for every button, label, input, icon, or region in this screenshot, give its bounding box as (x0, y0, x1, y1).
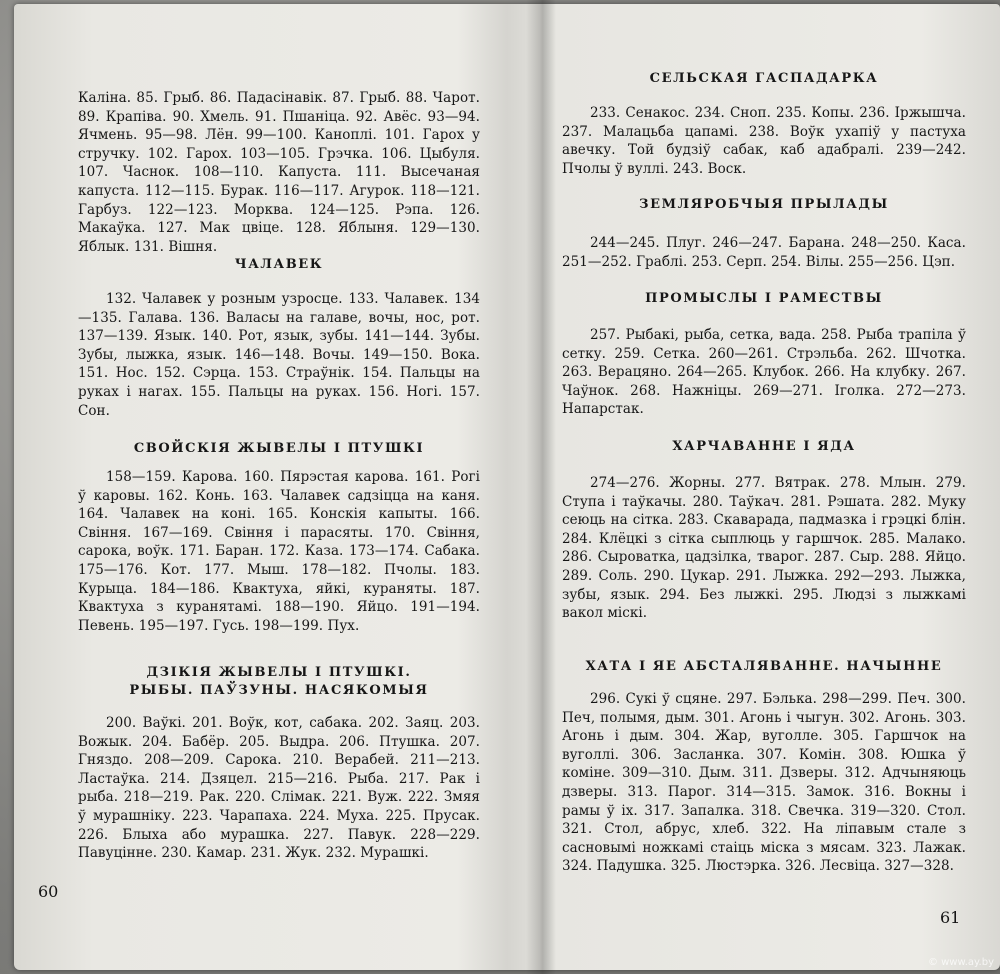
heading-harchavanne-i-yada: ХАРЧАВАННЕ І ЯДА (672, 439, 856, 454)
watermark: © www.ay.by (927, 957, 994, 968)
heading-chalavek: ЧАЛАВЕК (234, 257, 324, 272)
left-intro-paragraph: Каліна. 85. Грыб. 86. Падасінавік. 87. Грыб. 88. Чарот. 89. Крапіва. 90. Хмель. 91. Пшаніца. 92. Авёс. 93—94. Ячмень. 95—98. Лён. 99—100. Каноплі. 101. Гарох у стручку. 102. Гарох. 103—105. Грэчка. 106. Цыбуля. 107. Часнок. 108—110. Капуста. 111. Высечаная капуста. 112—115. Бурак. 116—117. Агурок. 118—121. Гарбуз. 122—123. Морква. 124—125. Рэпа. 126. Макаўка. 127. Мак цвіце. 128. Яблыня. 129—130. Яблык. 131. Вішня. (78, 90, 480, 255)
section-chalavek-text: 132. Чалавек у розным узросце. 133. Чалавек. 134—135. Галава. 136. Валасы на галаве, вочы, нос, рот. 137—139. Язык. 140. Рот, язык, зубы. 141—144. Зубы. Зубы, лыжка, язык. 146—148. Вочы. 149—150. Вока. 151. Нос. 152. Сэрца. 153. Страўнік. 154. Пальцы на руках і нагах. 155. Пальцы на руках. 156. Ногі. 157. Сон. (78, 291, 480, 419)
section-dzikiya-zhyvely-text: 200. Ваўкі. 201. Воўк, кот, сабака. 202. Заяц. 203. Вожык. 204. Бабёр. 205. Выдра. 206. Птушка. 207. Гняздо. 208—209. Сарока. 210. Верабей. 211—213. Ластаўка. 214. Дзяцел. 215—216. Рыба. 217. Рак і рыба. 218—219. Рак. 220. Слімак. 221. Вуж. 222. Змяя ў мурашніку. 223. Чарапаха. 224. Муха. 225. Прусак. 226. Блыха або мурашка. 227. Павук. 228—229. Павуцінне. 230. Камар. 231. Жук. 232. Мурашкі. (78, 715, 480, 862)
section-selskaya-gaspadarka-text: 233. Сенакос. 234. Сноп. 235. Копы. 236. Іржышча. 237. Малацьба цапамі. 238. Воўк ухапіў у пастуха авечку. Той будзіў сабак, каб адабралі. 239—242. Пчолы ў вуллі. 243. Воск. (562, 105, 966, 177)
heading-svojskiya-zhyvely: СВОЙСКІЯ ЖЫВЕЛЫ І ПТУШКІ (133, 441, 425, 456)
section-zemlyarobchyya-prylady-text: 244—245. Плуг. 246—247. Барана. 248—250. Каса. 251—252. Граблі. 253. Серп. 254. Вілы. 255—256. Цэп. (562, 235, 966, 270)
page-number-left: 60 (38, 882, 59, 901)
section-svojskiya-zhyvely-text: 158—159. Карова. 160. Пярэстая карова. 161. Рогі ў каровы. 162. Конь. 163. Чалавек садзіцца на каня. 164. Чалавек на коні. 165. Конскія капыты. 166. Свіння. 167—169. Свіння і парасяты. 170. Свіння, сарока, воўк. 171. Баран. 172. Каза. 173—174. Сабака. 175—176. Кот. 177. Мыш. 178—182. Пчолы. 183. Курыца. 184—186. Квактуха, яйкі, кураняты. 187. Квактуха з куранятамі. 188—190. Яйцо. 191—194. Певень. 195—197. Гусь. 198—199. Пух. (78, 469, 480, 634)
section-hata-i-yae-abstalyavanne-text: 296. Сукі ў сцяне. 297. Бэлька. 298—299. Печ. 300. Печ, полымя, дым. 301. Агонь і чыгун. 302. Агонь. 303. Агонь і дым. 304. Жар, вуголле. 305. Гаршчок на вуголлі. 306. Засланка. 307. Комін. 308. Юшка ў коміне. 309—310. Дым. 311. Дзверы. 312. Адчыняюць дзверы. 313. Парог. 314—315. Замок. 316. Вокны і рамы ў іх. 317. Запалка. 318. Свечка. 319—320. Стол. 321. Стол, абрус, хлеб. 322. На ліпавым стале з сасновымі ножкамі стаіць міска з мясам. 323. Лажак. 324. Падушка. 325. Люстэрка. 326. Лесвіца. 327—328. (562, 691, 966, 875)
heading-selskaya-gaspadarka: СЕЛЬСКАЯ ГАСПАДАРКА (649, 71, 879, 86)
heading-zemlyarobchyya-prylady: ЗЕМЛЯРОБЧЫЯ ПРЫЛАДЫ (639, 197, 889, 212)
heading-hata-i-yae-abstalyavanne: ХАТА І ЯЕ АБСТАЛЯВАННЕ. НАЧЫННЕ (585, 659, 943, 674)
heading-dzikiya-zhyvely: ДЗІКІЯ ЖЫВЕЛЫ І ПТУШКІ. РЫБЫ. ПАЎЗУНЫ. НАСЯКОМЫЯ (129, 665, 429, 698)
section-harchavanne-i-yada-text: 274—276. Жорны. 277. Вятрак. 278. Млын. 279. Ступа і таўкачы. 280. Таўкач. 281. Рэшата. 282. Муку сеюць на сітка. 283. Скаварада, падмазка і грэцкі блін. 284. Клёцкі з сітка сыплюць у гаршчок. 285. Малако. 286. Сыроватка, цадзілка, тварог. 287. Сыр. 288. Яйцо. 289. Соль. 290. Цукар. 291. Лыжка. 292—293. Лыжка, зубы, язык. 294. Без лыжкі. 295. Людзі з лыжкамі вакол міскі. (562, 475, 966, 622)
heading-promysly-i-ramestvy: ПРОМЫСЛЫ І РАМЕСТВЫ (645, 291, 883, 306)
section-promysly-i-ramestvy-text: 257. Рыбакі, рыба, сетка, вада. 258. Рыба трапіла ў сетку. 259. Сетка. 260—261. Стрэльба. 262. Шчотка. 263. Верацяно. 264—265. Клубок. 266. На клубку. 267. Чаўнок. 268. Нажніцы. 269—271. Іголка. 272—273. Напарстак. (562, 327, 966, 418)
book-spine (526, 0, 556, 974)
page-number-right: 61 (940, 908, 961, 927)
